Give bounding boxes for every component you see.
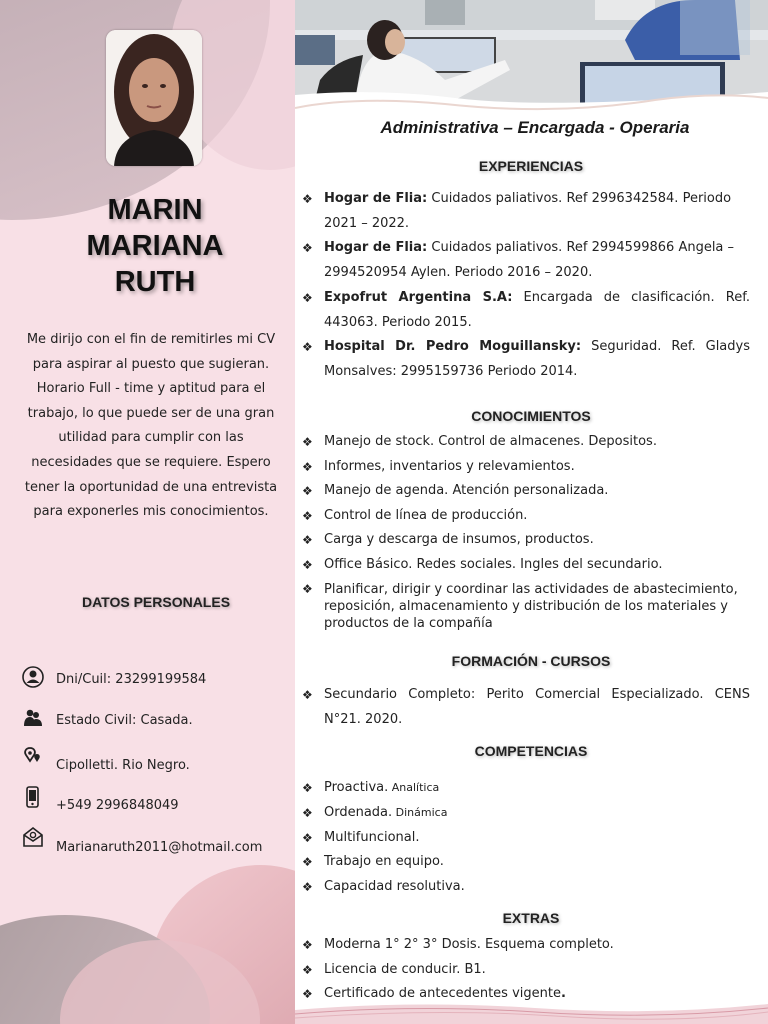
bullet-icon: ❖ [302,806,313,820]
experience-item [302,187,750,236]
name-line-3: RUTH [114,266,196,298]
extra-text: Moderna 1° 2° 3° Dosis. Esquema completo. [324,937,614,952]
bullet-icon: ❖ [302,781,313,795]
extra-item [302,933,750,958]
competency-main: Trabajo en equipo. [324,854,444,869]
education-heading: FORMACIÓN - CURSOS [451,653,611,669]
experience-employer: Expofrut Argentina S.A: [324,290,513,305]
competency-item [302,776,750,801]
competency-main: Capacidad resolutiva. [324,879,465,894]
experience-detail: Cuidados paliativos. Ref 2994599866 Angela – 2994520954 Aylen. Periodo 2016 – 2020. [324,240,735,280]
bullet-icon: ❖ [302,533,313,547]
competency-item [302,826,750,851]
competency-item [302,875,750,900]
experience-employer: Hogar de Flia: [324,191,428,206]
bullet-icon: ❖ [302,291,313,305]
bullet-icon: ❖ [302,582,313,596]
extra-text: Certificado de antecedentes vigente [324,986,561,1001]
email-icon [22,826,44,848]
extra-text: Licencia de conducir. B1. [324,962,486,977]
competency-main: Ordenada. [324,805,393,820]
contact-dni-text: Dni/Cuil: 23299199584 [56,672,207,687]
competency-secondary: Dinámica [392,806,448,819]
contact-civil-status-text: Estado Civil: Casada. [56,713,193,728]
contact-location-text: Cipolletti. Rio Negro. [56,758,190,773]
intro-paragraph: Me dirijo con el fin de remitirles mi CV para aspirar al puesto que sugieran. Horario Full - time y aptitud para el trabajo, lo que puede ser de una gran utilidad para cumplir con las necesidades que se requiere. Espero tener la oportunidad de una entrevista para exponerles mis conocimientos. [24,332,278,520]
skill-item [302,430,750,455]
competency-secondary: Analítica [388,781,440,794]
footer-wave [295,996,768,1024]
experience-employer: Hogar de Flia: [324,240,428,255]
education-item [302,683,750,732]
name-line-2: MARIANA [86,230,224,262]
extra-item [302,958,750,983]
skill-text: Office Básico. Redes sociales. Ingles del secundario. [324,557,663,572]
experience-item [302,236,750,285]
extra-text-tail: . [560,986,566,1001]
skill-item [302,504,750,529]
skill-text: Informes, inventarios y relevamientos. [324,459,575,474]
skills-heading: CONOCIMIENTOS [471,408,591,424]
candidate-name [20,192,290,300]
bullet-icon: ❖ [302,340,313,354]
skill-item [302,455,750,480]
bullet-icon: ❖ [302,688,313,702]
bullet-icon: ❖ [302,435,313,449]
phone-icon [22,786,44,808]
person-icon [22,666,44,688]
personal-data-heading: DATOS PERSONALES [81,594,231,610]
competency-item [302,801,750,826]
skill-text: Carga y descarga de insumos, productos. [324,532,594,547]
skill-text: Control de línea de producción. [324,508,528,523]
location-icon [22,746,44,768]
experience-detail: Seguridad. Ref. Gladys Monsalves: 2995159736 Periodo 2014. [324,339,750,379]
experience-item [302,286,750,335]
couple-icon [22,707,44,729]
bullet-icon: ❖ [302,938,313,952]
experiences-heading: EXPERIENCIAS [478,158,584,174]
skill-item [302,581,750,632]
skill-text: Manejo de agenda. Atención personalizada. [324,483,609,498]
bullet-icon: ❖ [302,460,313,474]
experience-employer: Hospital Dr. Pedro Moguillansky: [324,339,582,354]
competencies-heading: COMPETENCIAS [474,743,588,759]
skill-text: Planificar, dirigir y coordinar las actividades de abastecimiento, reposición, almacenamiento y distribución de los materiales y productos de la compañía [324,582,738,631]
competency-main: Proactiva. [324,780,389,795]
bullet-icon: ❖ [302,484,313,498]
profile-photo [106,30,202,166]
bullet-icon: ❖ [302,963,313,977]
experience-item [302,335,750,384]
competency-main: Multifuncional. [324,830,420,845]
contact-email-text: Marianaruth2011@hotmail.com [56,840,263,855]
bullet-icon: ❖ [302,987,313,1001]
name-line-1: MARIN [107,194,203,226]
extras-heading: EXTRAS [502,910,560,926]
job-title: Administrativa – Encargada - Operaria [380,118,690,137]
education-text: Secundario Completo: Perito Comercial Especializado. CENS N°21. 2020. [324,687,750,727]
skill-item [302,528,750,553]
bullet-icon: ❖ [302,509,313,523]
bullet-icon: ❖ [302,880,313,894]
bullet-icon: ❖ [302,831,313,845]
bullet-icon: ❖ [302,558,313,572]
bullet-icon: ❖ [302,241,313,255]
bullet-icon: ❖ [302,192,313,206]
skill-text: Manejo de stock. Control de almacenes. Depositos. [324,434,657,449]
bullet-icon: ❖ [302,855,313,869]
skill-item [302,553,750,578]
experience-detail: Cuidados paliativos. Ref 2996342584. Periodo 2021 – 2022. [324,191,732,231]
skill-item [302,479,750,504]
competency-item [302,850,750,875]
contact-phone-text: +549 2996848049 [56,798,179,813]
experience-detail: Encargada de clasificación. Ref. 443063. Periodo 2015. [324,290,750,330]
